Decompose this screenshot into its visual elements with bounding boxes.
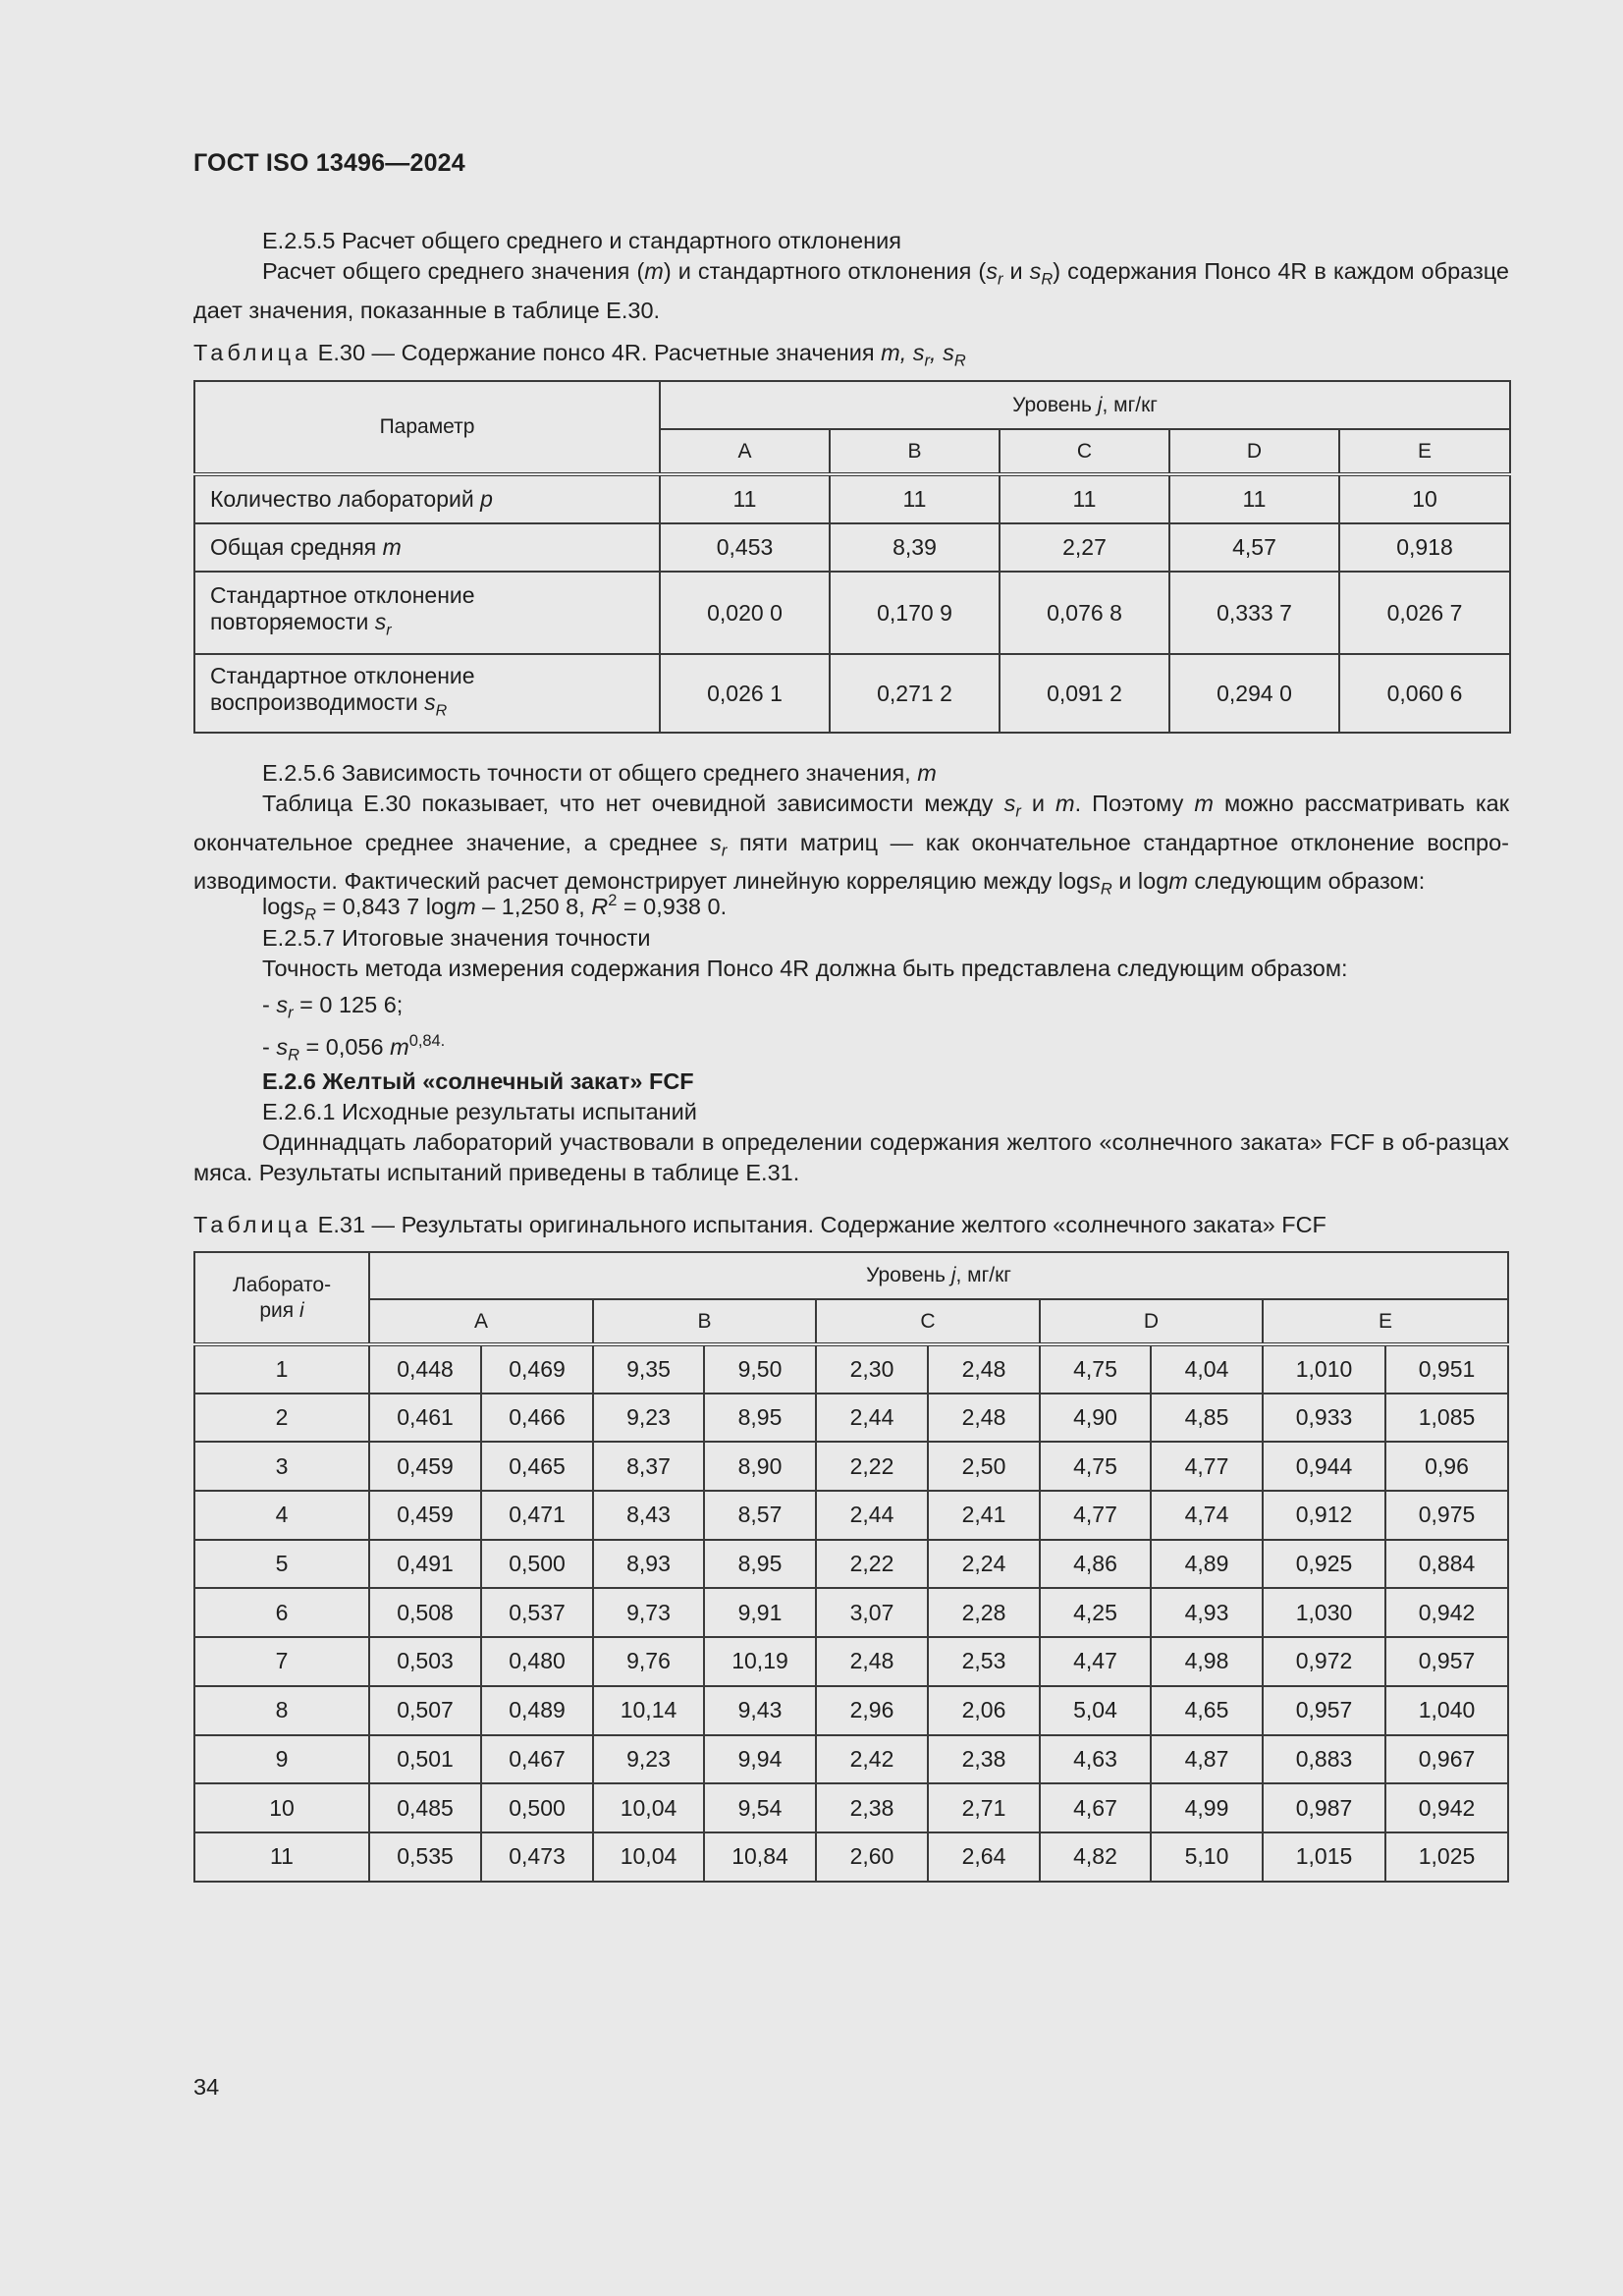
table-row xyxy=(194,1491,1508,1540)
lab-number-cell: 4 xyxy=(194,1491,369,1540)
section-e26-title: Е.2.6 Желтый «солнечный закат» FCF xyxy=(262,1068,694,1094)
table-row xyxy=(194,1783,1508,1832)
table-cell: 0,271 2 xyxy=(830,654,1000,733)
table30-level-a: A xyxy=(660,429,830,474)
table-cell: 0,884 xyxy=(1385,1540,1508,1589)
table-cell: 0,942 xyxy=(1385,1588,1508,1637)
table-row xyxy=(194,523,1510,572)
regression-equation: logs$_R$ = 0,843 7 logm – 1,250 8, $R^2 = 0,938$ 0. xyxy=(262,892,728,924)
table-row xyxy=(194,474,1510,523)
table-cell: 10,84 xyxy=(704,1832,816,1882)
table-cell: 4,77 xyxy=(1151,1442,1263,1491)
table30-caption: Таблица Е.30 — Содержание понсо 4R. Расчетные значения m, $s_r$, $s_R$ xyxy=(193,340,966,370)
table-cell: 10,04 xyxy=(593,1832,704,1882)
lab-number-cell: 11 xyxy=(194,1832,369,1882)
table-cell: 0,459 xyxy=(369,1442,481,1491)
table-cell: 8,95 xyxy=(704,1540,816,1589)
table-cell: 9,76 xyxy=(593,1637,704,1686)
table-cell: 0,96 xyxy=(1385,1442,1508,1491)
table-cell: 0,485 xyxy=(369,1783,481,1832)
table-cell: 0,469 xyxy=(481,1344,593,1394)
row-label: Количество лабораторий p xyxy=(194,474,660,523)
table-row xyxy=(194,1588,1508,1637)
table-cell: 2,50 xyxy=(928,1442,1040,1491)
lab-number-cell: 10 xyxy=(194,1783,369,1832)
table-cell: 2,28 xyxy=(928,1588,1040,1637)
table-cell: 0,918 xyxy=(1339,523,1510,572)
section-e261-title: Е.2.6.1 Исходные результаты испытаний xyxy=(262,1099,697,1124)
section-e261-paragraph: Одиннадцать лабораторий участвовали в определении содержания желтого «солнечного заката» FCF в об-разцах мяса. Результаты испытаний приведены в таблице Е.31. xyxy=(193,1129,1509,1185)
table-cell: 8,37 xyxy=(593,1442,704,1491)
table-cell: 0,925 xyxy=(1263,1540,1385,1589)
table-cell: 3,07 xyxy=(816,1588,928,1637)
section-e256-paragraph: Таблица Е.30 показывает, что нет очевидной зависимости между $s_r$ и m. Поэтому m можно рассматривать как окончательное среднее значение, а среднее $s_r$ пяти матриц — как окончательное стандартное отклонение воспро-изводимости. Фактический расчет демонстрирует линейную корреляцию между logs$_R$ и logm следующим образом: xyxy=(193,791,1510,900)
table-cell: 9,23 xyxy=(593,1735,704,1784)
table-cell: 4,47 xyxy=(1040,1637,1151,1686)
table-cell: 0,294 0 xyxy=(1169,654,1339,733)
table-cell: 0,507 xyxy=(369,1686,481,1735)
table-cell: 0,967 xyxy=(1385,1735,1508,1784)
table-cell: 2,42 xyxy=(816,1735,928,1784)
section-e257-title: Е.2.5.7 Итоговые значения точности xyxy=(262,925,651,951)
table-cell: 8,95 xyxy=(704,1394,816,1443)
table-cell: 9,94 xyxy=(704,1735,816,1784)
table30-param-header: Параметр xyxy=(194,381,660,474)
table-cell: 2,48 xyxy=(928,1394,1040,1443)
table-row xyxy=(194,1735,1508,1784)
table-cell: 0,951 xyxy=(1385,1344,1508,1394)
table-cell: 0,975 xyxy=(1385,1491,1508,1540)
table-cell: 4,67 xyxy=(1040,1783,1151,1832)
table-cell: 8,39 xyxy=(830,523,1000,572)
table-cell: 2,38 xyxy=(928,1735,1040,1784)
section-e257-paragraph: Точность метода измерения содержания Понсо 4R должна быть представлена следующим образом: xyxy=(262,956,1348,981)
table-cell: 2,41 xyxy=(928,1491,1040,1540)
table-cell: 2,53 xyxy=(928,1637,1040,1686)
table30-level-c: C xyxy=(1000,429,1169,474)
table-cell: 1,025 xyxy=(1385,1832,1508,1882)
row-label: Стандартное отклонение воспроизводимости $s_R$ xyxy=(194,654,660,733)
table-cell: 2,30 xyxy=(816,1344,928,1394)
table-row xyxy=(194,1686,1508,1735)
table-cell: 2,38 xyxy=(816,1783,928,1832)
table-cell: 1,015 xyxy=(1263,1832,1385,1882)
table31-level-e: E xyxy=(1263,1299,1508,1344)
table-cell: 9,54 xyxy=(704,1783,816,1832)
table-cell: 2,44 xyxy=(816,1394,928,1443)
table-cell: 0,448 xyxy=(369,1344,481,1394)
table-cell: 0,933 xyxy=(1263,1394,1385,1443)
table-cell: 2,44 xyxy=(816,1491,928,1540)
table-cell: 0,170 9 xyxy=(830,572,1000,654)
document-header: ГОСТ ISO 13496—2024 xyxy=(193,149,465,177)
table-cell: 0,987 xyxy=(1263,1783,1385,1832)
table-cell: 4,98 xyxy=(1151,1637,1263,1686)
bullet-sR: - $s_R = 0,056$ $m^{0,84.}$ xyxy=(262,1032,446,1065)
table-cell: 9,35 xyxy=(593,1344,704,1394)
section-e256-title: Е.2.5.6 Зависимость точности от общего среднего значения, m xyxy=(262,760,937,786)
table-cell: 1,085 xyxy=(1385,1394,1508,1443)
table-cell: 0,972 xyxy=(1263,1637,1385,1686)
table-row xyxy=(194,1394,1508,1443)
table-cell: 0,467 xyxy=(481,1735,593,1784)
table-cell: 0,912 xyxy=(1263,1491,1385,1540)
table-cell: 0,957 xyxy=(1385,1637,1508,1686)
table-cell: 0,465 xyxy=(481,1442,593,1491)
table-cell: 4,82 xyxy=(1040,1832,1151,1882)
table-cell: 0,473 xyxy=(481,1832,593,1882)
table-cell: 0,508 xyxy=(369,1588,481,1637)
table-cell: 2,60 xyxy=(816,1832,928,1882)
lab-number-cell: 1 xyxy=(194,1344,369,1394)
lab-number-cell: 5 xyxy=(194,1540,369,1589)
table-cell: 0,466 xyxy=(481,1394,593,1443)
table-cell: 10,14 xyxy=(593,1686,704,1735)
table30-level-b: B xyxy=(830,429,1000,474)
table-cell: 0,333 7 xyxy=(1169,572,1339,654)
table-cell: 2,64 xyxy=(928,1832,1040,1882)
table-cell: 0,480 xyxy=(481,1637,593,1686)
table-cell: 8,43 xyxy=(593,1491,704,1540)
lab-number-cell: 3 xyxy=(194,1442,369,1491)
table-cell: 1,040 xyxy=(1385,1686,1508,1735)
table-cell: 11 xyxy=(1169,474,1339,523)
table-cell: 0,500 xyxy=(481,1540,593,1589)
table31-lab-header: Лаборато- рия i xyxy=(194,1252,369,1344)
table-cell: 10,04 xyxy=(593,1783,704,1832)
table-row xyxy=(194,1832,1508,1882)
table-e31 xyxy=(193,1251,1509,1883)
table-cell: 9,43 xyxy=(704,1686,816,1735)
table-row xyxy=(194,654,1510,733)
table31-level-header: Уровень j, мг/кг xyxy=(369,1252,1508,1299)
table-cell: 0,503 xyxy=(369,1637,481,1686)
lab-number-cell: 8 xyxy=(194,1686,369,1735)
table-cell: 0,944 xyxy=(1263,1442,1385,1491)
table-row xyxy=(194,1344,1508,1394)
table-cell: 4,87 xyxy=(1151,1735,1263,1784)
table-cell: 4,89 xyxy=(1151,1540,1263,1589)
lab-number-cell: 9 xyxy=(194,1735,369,1784)
table-cell: 8,57 xyxy=(704,1491,816,1540)
table31-level-c: C xyxy=(816,1299,1040,1344)
table-cell: 2,22 xyxy=(816,1540,928,1589)
table-cell: 4,63 xyxy=(1040,1735,1151,1784)
table-cell: 2,48 xyxy=(928,1344,1040,1394)
table-cell: 11 xyxy=(830,474,1000,523)
table-cell: 0,500 xyxy=(481,1783,593,1832)
table-cell: 10 xyxy=(1339,474,1510,523)
table-cell: 4,93 xyxy=(1151,1588,1263,1637)
table-cell: 4,77 xyxy=(1040,1491,1151,1540)
table-cell: 2,06 xyxy=(928,1686,1040,1735)
table31-caption: Таблица Е.31 — Результаты оригинального испытания. Содержание желтого «солнечного заката» FCF xyxy=(193,1212,1326,1237)
table-cell: 2,96 xyxy=(816,1686,928,1735)
table-cell: 0,076 8 xyxy=(1000,572,1169,654)
table-cell: 0,060 6 xyxy=(1339,654,1510,733)
table-cell: 4,57 xyxy=(1169,523,1339,572)
table-cell: 9,91 xyxy=(704,1588,816,1637)
table-cell: 4,65 xyxy=(1151,1686,1263,1735)
table-cell: 4,04 xyxy=(1151,1344,1263,1394)
table-cell: 2,48 xyxy=(816,1637,928,1686)
table-cell: 0,453 xyxy=(660,523,830,572)
table-row xyxy=(194,1637,1508,1686)
table-cell: 0,501 xyxy=(369,1735,481,1784)
table-cell: 4,25 xyxy=(1040,1588,1151,1637)
table-cell: 0,535 xyxy=(369,1832,481,1882)
table-cell: 0,091 2 xyxy=(1000,654,1169,733)
table31-level-d: D xyxy=(1040,1299,1263,1344)
table-cell: 2,27 xyxy=(1000,523,1169,572)
table-cell: 0,026 1 xyxy=(660,654,830,733)
table-row xyxy=(194,1442,1508,1491)
section-e255-paragraph: Расчет общего среднего значения (m) и стандартного отклонения ($s_r$ и $s_R$) содержания Понсо 4R в каждом образце дает значения, показанные в таблице Е.30. xyxy=(193,258,1509,323)
table-cell: 2,22 xyxy=(816,1442,928,1491)
row-label: Общая средняя m xyxy=(194,523,660,572)
table30-level-d: D xyxy=(1169,429,1339,474)
lab-number-cell: 2 xyxy=(194,1394,369,1443)
table-row xyxy=(194,572,1510,654)
table-cell: 11 xyxy=(1000,474,1169,523)
table-cell: 1,030 xyxy=(1263,1588,1385,1637)
table30-level-header: Уровень j, мг/кг xyxy=(660,381,1510,429)
table-cell: 4,85 xyxy=(1151,1394,1263,1443)
table-cell: 9,50 xyxy=(704,1344,816,1394)
table-cell: 4,86 xyxy=(1040,1540,1151,1589)
table31-level-b: B xyxy=(593,1299,816,1344)
table-cell: 0,026 7 xyxy=(1339,572,1510,654)
table-cell: 0,491 xyxy=(369,1540,481,1589)
table-cell: 0,461 xyxy=(369,1394,481,1443)
lab-number-cell: 6 xyxy=(194,1588,369,1637)
table-cell: 0,883 xyxy=(1263,1735,1385,1784)
table-cell: 5,10 xyxy=(1151,1832,1263,1882)
table-cell: 1,010 xyxy=(1263,1344,1385,1394)
table-row xyxy=(194,1540,1508,1589)
table-e30 xyxy=(193,380,1511,734)
table-cell: 8,93 xyxy=(593,1540,704,1589)
table-cell: 0,459 xyxy=(369,1491,481,1540)
table-cell: 2,71 xyxy=(928,1783,1040,1832)
table-cell: 0,020 0 xyxy=(660,572,830,654)
table-cell: 5,04 xyxy=(1040,1686,1151,1735)
table30-level-e: E xyxy=(1339,429,1510,474)
table-cell: 11 xyxy=(660,474,830,523)
table-cell: 10,19 xyxy=(704,1637,816,1686)
table31-level-a: A xyxy=(369,1299,593,1344)
table-cell: 8,90 xyxy=(704,1442,816,1491)
table-cell: 4,90 xyxy=(1040,1394,1151,1443)
page-number: 34 xyxy=(193,2074,220,2100)
table-cell: 0,537 xyxy=(481,1588,593,1637)
table-cell: 4,74 xyxy=(1151,1491,1263,1540)
table-cell: 0,957 xyxy=(1263,1686,1385,1735)
table-cell: 0,942 xyxy=(1385,1783,1508,1832)
bullet-sr: - $s_r = 0$ 125 6; xyxy=(262,992,404,1022)
table-cell: 0,489 xyxy=(481,1686,593,1735)
lab-number-cell: 7 xyxy=(194,1637,369,1686)
table-cell: 0,471 xyxy=(481,1491,593,1540)
table-cell: 4,75 xyxy=(1040,1344,1151,1394)
table-cell: 2,24 xyxy=(928,1540,1040,1589)
section-e255-title: Е.2.5.5 Расчет общего среднего и стандартного отклонения xyxy=(262,228,901,253)
row-label: Стандартное отклонение повторяемости $s_r$ xyxy=(194,572,660,654)
table-cell: 4,75 xyxy=(1040,1442,1151,1491)
table-cell: 4,99 xyxy=(1151,1783,1263,1832)
table-cell: 9,73 xyxy=(593,1588,704,1637)
table-cell: 9,23 xyxy=(593,1394,704,1443)
